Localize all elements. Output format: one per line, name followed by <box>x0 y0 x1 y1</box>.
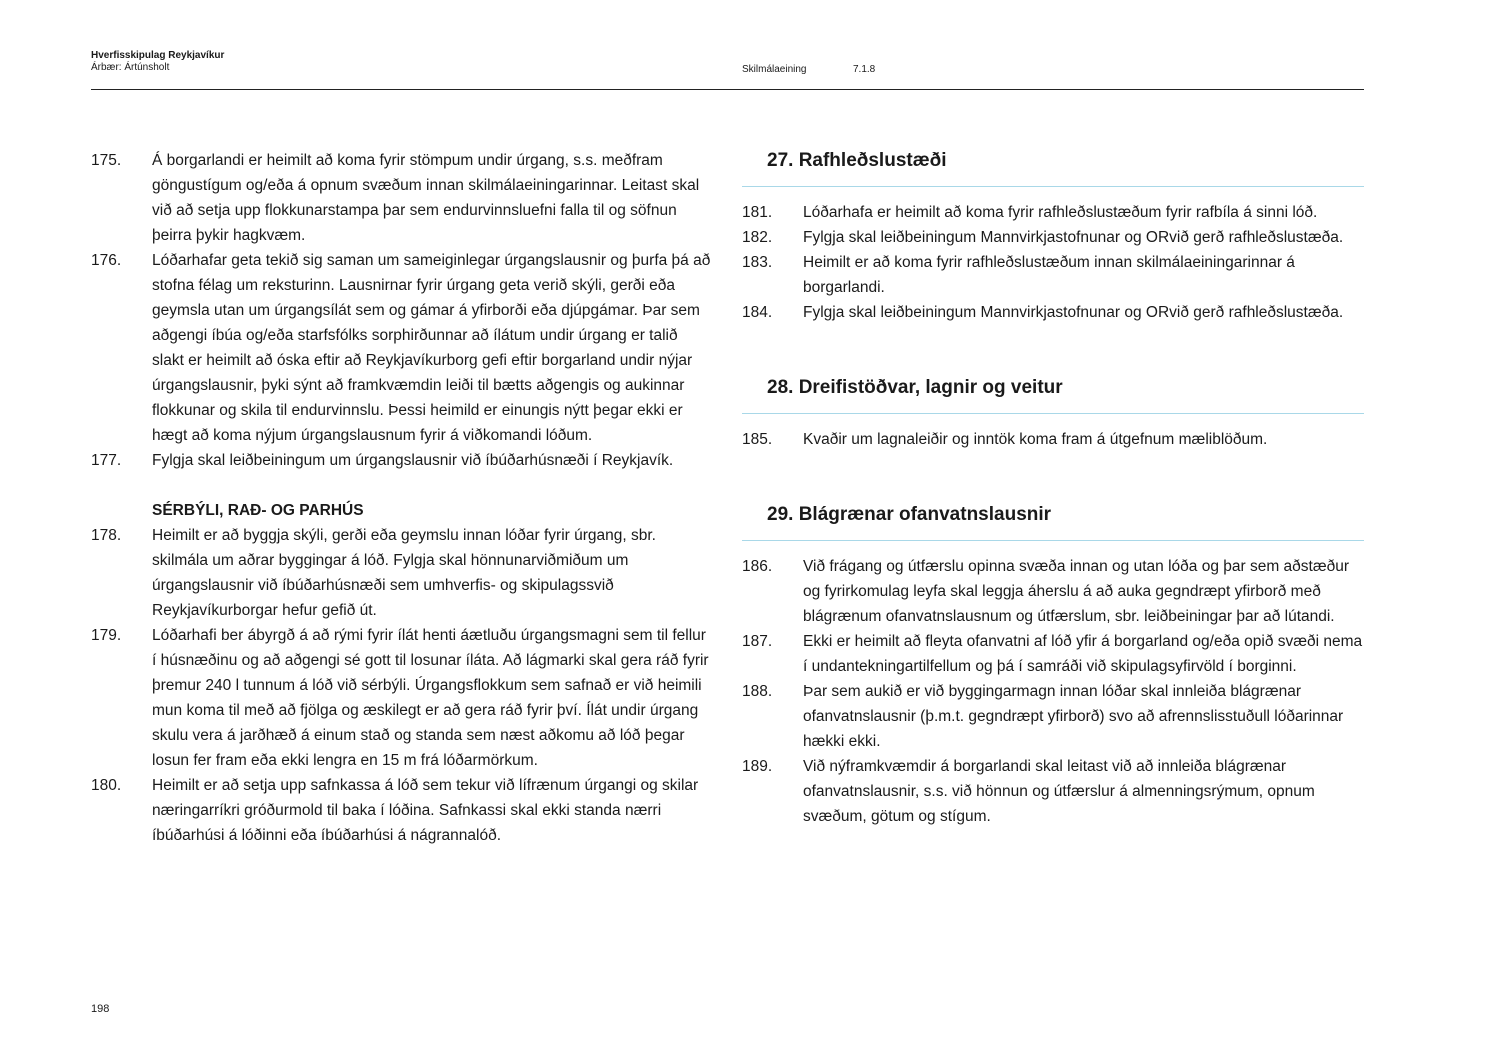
clause-number: 184. <box>742 304 773 321</box>
clause-text: Lóðarhafi ber ábyrgð á að rými fyrir ílát henti áætluðu úrgangsmagni sem til fellur í húsnæðinu og að aðgengi sé gott til losunar íláta. Að lágmarki skal gera ráð fyrir þremur 240 l tunnum á lóð við sérbýli. Úrgangsflokkum sem safnað er við heimili mun koma til með að fjölga og æskilegt er að gera ráð fyrir því. Ílát undir úrgang skulu vera á jarðhæð á einum stað og standa sem næst aðkomu að lóð þegar losun fer fram eða ekki lengra en 15 m frá lóðarmörkum. <box>152 627 709 769</box>
section-heading: 27. Rafhleðslustæði <box>742 148 1364 187</box>
subheading: SÉRBÝLI, RAÐ- OG PARHÚS <box>152 502 364 519</box>
clause-item <box>91 773 711 848</box>
clause-item <box>91 148 711 248</box>
clause-number: 188. <box>742 683 773 700</box>
clause-number: 180. <box>91 777 122 794</box>
header-divider <box>91 89 1364 90</box>
clause-item <box>742 200 1364 225</box>
clause-text: Við nýframkvæmdir á borgarlandi skal leitast við að innleiða blágrænar ofanvatnslausnir, s.s. við hönnun og útfærslur á almenningsrýmum, opnum svæðum, götum og stígum. <box>803 758 1315 825</box>
clause-number: 183. <box>742 254 773 271</box>
section-blagraenar <box>742 502 1364 829</box>
clause-text: Á borgarlandi er heimilt að koma fyrir stömpum undir úrgang, s.s. meðfram göngustígum og/eða á opnum svæðum innan skilmálaeiningarinnar. Leitast skal við að setja upp flokkunarstampa þar sem endurvinnsluefni falla til og söfnun þeirra þykir hagkvæm. <box>152 152 700 244</box>
clause-number: 186. <box>742 558 773 575</box>
section-heading: 28. Dreifistöðvar, lagnir og veitur <box>742 375 1364 414</box>
clause-number: 175. <box>91 152 122 169</box>
clause-text: Ekki er heimilt að fleyta ofanvatni af lóð yfir á borgarland og/eða opið svæði nema í undantekningartilfellum og þá í samráði við skipulagsyfirvöld í borginni. <box>803 633 1363 675</box>
clause-number: 185. <box>742 431 773 448</box>
document-title: Hverfisskipulag Reykjavíkur <box>91 50 225 61</box>
document-header <box>91 50 224 74</box>
clause-item <box>91 623 711 773</box>
clause-text: Við frágang og útfærslu opinna svæða innan og utan lóða og þar sem aðstæður og fyrirkomulag leyfa skal leggja áherslu á að auka gegndræpt yfirborð með blágrænum ofanvatnslausnum og útfærslum, sbr. leiðbeiningar þar að lútandi. <box>803 558 1350 625</box>
section-number: 7.1.8 <box>853 64 876 75</box>
clause-text: Lóðarhafar geta tekið sig saman um sameiginlegar úrgangslausnir og þurfa þá að stofna félag um reksturinn. Lausnirnar fyrir úrgang geta verið skýli, gerði eða geymsla utan um úrgangsílát sem og gámar á yfirborði eða djúpgámar. Þar sem aðgengi íbúa og/eða starfsfólks sorphirðunnar að ílátum undir úrgang er talið slakt er heimilt að óska eftir að Reykjavíkurborg gefi eftir borgarland undir nýjar úrgangslausnir, þyki sýnt að framkvæmdin leiði til bætts aðgengis og aukinnar flokkunar og skila til endurvinnslu. Þessi heimild er einungis nýtt þegar ekki er hægt að koma nýjum úrgangslausnum fyrir á viðkomandi lóðum. <box>152 252 711 444</box>
clause-number: 182. <box>742 229 773 246</box>
clause-text: Heimilt er að byggja skýli, gerði eða geymslu innan lóðar fyrir úrgang, sbr. skilmála um aðrar byggingar á lóð. Fylgja skal hönnunarviðmiðum um úrgangslausnir við íbúðarhúsnæði sem umhverfis- og skipulagssvið Reykjavíkurborgar hefur gefið út. <box>152 527 656 619</box>
clause-number: 181. <box>742 204 773 221</box>
clause-text: Lóðarhafa er heimilt að koma fyrir rafhleðslustæðum fyrir rafbíla á sinni lóð. <box>803 204 1318 221</box>
clause-item <box>742 554 1364 629</box>
clause-text: Þar sem aukið er við byggingarmagn innan lóðar skal innleiða blágrænar ofanvatnslausnir (þ.m.t. gegndræpt yfirborð) svo að afrennslisstuðull lóðarinnar hækki ekki. <box>803 683 1344 750</box>
clause-number: 177. <box>91 452 122 469</box>
clause-item <box>742 225 1364 250</box>
clause-item <box>742 754 1364 829</box>
clause-item <box>742 679 1364 754</box>
document-subtitle: Árbær: Ártúnsholt <box>91 62 170 73</box>
clause-number: 176. <box>91 252 122 269</box>
clause-item <box>91 448 711 473</box>
clause-item <box>742 427 1364 452</box>
clause-number: 187. <box>742 633 773 650</box>
clause-text: Heimilt er að setja upp safnkassa á lóð sem tekur við lífrænum úrgangi og skilar næringarríkri gróðurmold til baka í lóðina. Safnkassi skal ekki standa nærri íbúðarhúsi á lóðinni eða íbúðarhúsi á nágrannalóð. <box>152 777 699 844</box>
clause-number: 178. <box>91 527 122 544</box>
page-number: 198 <box>91 1003 110 1015</box>
section-label: Skilmálaeining <box>742 64 807 75</box>
clause-item <box>742 250 1364 300</box>
clause-text: Fylgja skal leiðbeiningum um úrgangslausnir við íbúðarhúsnæði í Reykjavík. <box>152 452 674 469</box>
clause-text: Fylgja skal leiðbeiningum Mannvirkjastofnunar og ORvið gerð rafhleðslustæða. <box>803 229 1344 246</box>
clause-text: Fylgja skal leiðbeiningum Mannvirkjastofnunar og ORvið gerð rafhleðslustæða. <box>803 304 1344 321</box>
clause-text: Heimilt er að koma fyrir rafhleðslustæðum innan skilmálaeiningarinnar á borgarlandi. <box>803 254 1295 296</box>
section-spacer <box>742 325 1364 375</box>
clause-item <box>742 300 1364 325</box>
left-column <box>91 148 711 848</box>
clause-number: 179. <box>91 627 122 644</box>
clause-text: Kvaðir um lagnaleiðir og inntök koma fram á útgefnum mæliblöðum. <box>803 431 1268 448</box>
section-heading: 29. Blágrænar ofanvatnslausnir <box>742 502 1364 541</box>
clause-item <box>91 248 711 448</box>
clause-number: 189. <box>742 758 773 775</box>
clause-item <box>91 523 711 623</box>
section-dreifistodvar <box>742 375 1364 452</box>
section-spacer <box>742 452 1364 502</box>
section-rafhledslustaedi <box>742 148 1364 325</box>
clause-item <box>742 629 1364 679</box>
right-column <box>742 148 1364 829</box>
